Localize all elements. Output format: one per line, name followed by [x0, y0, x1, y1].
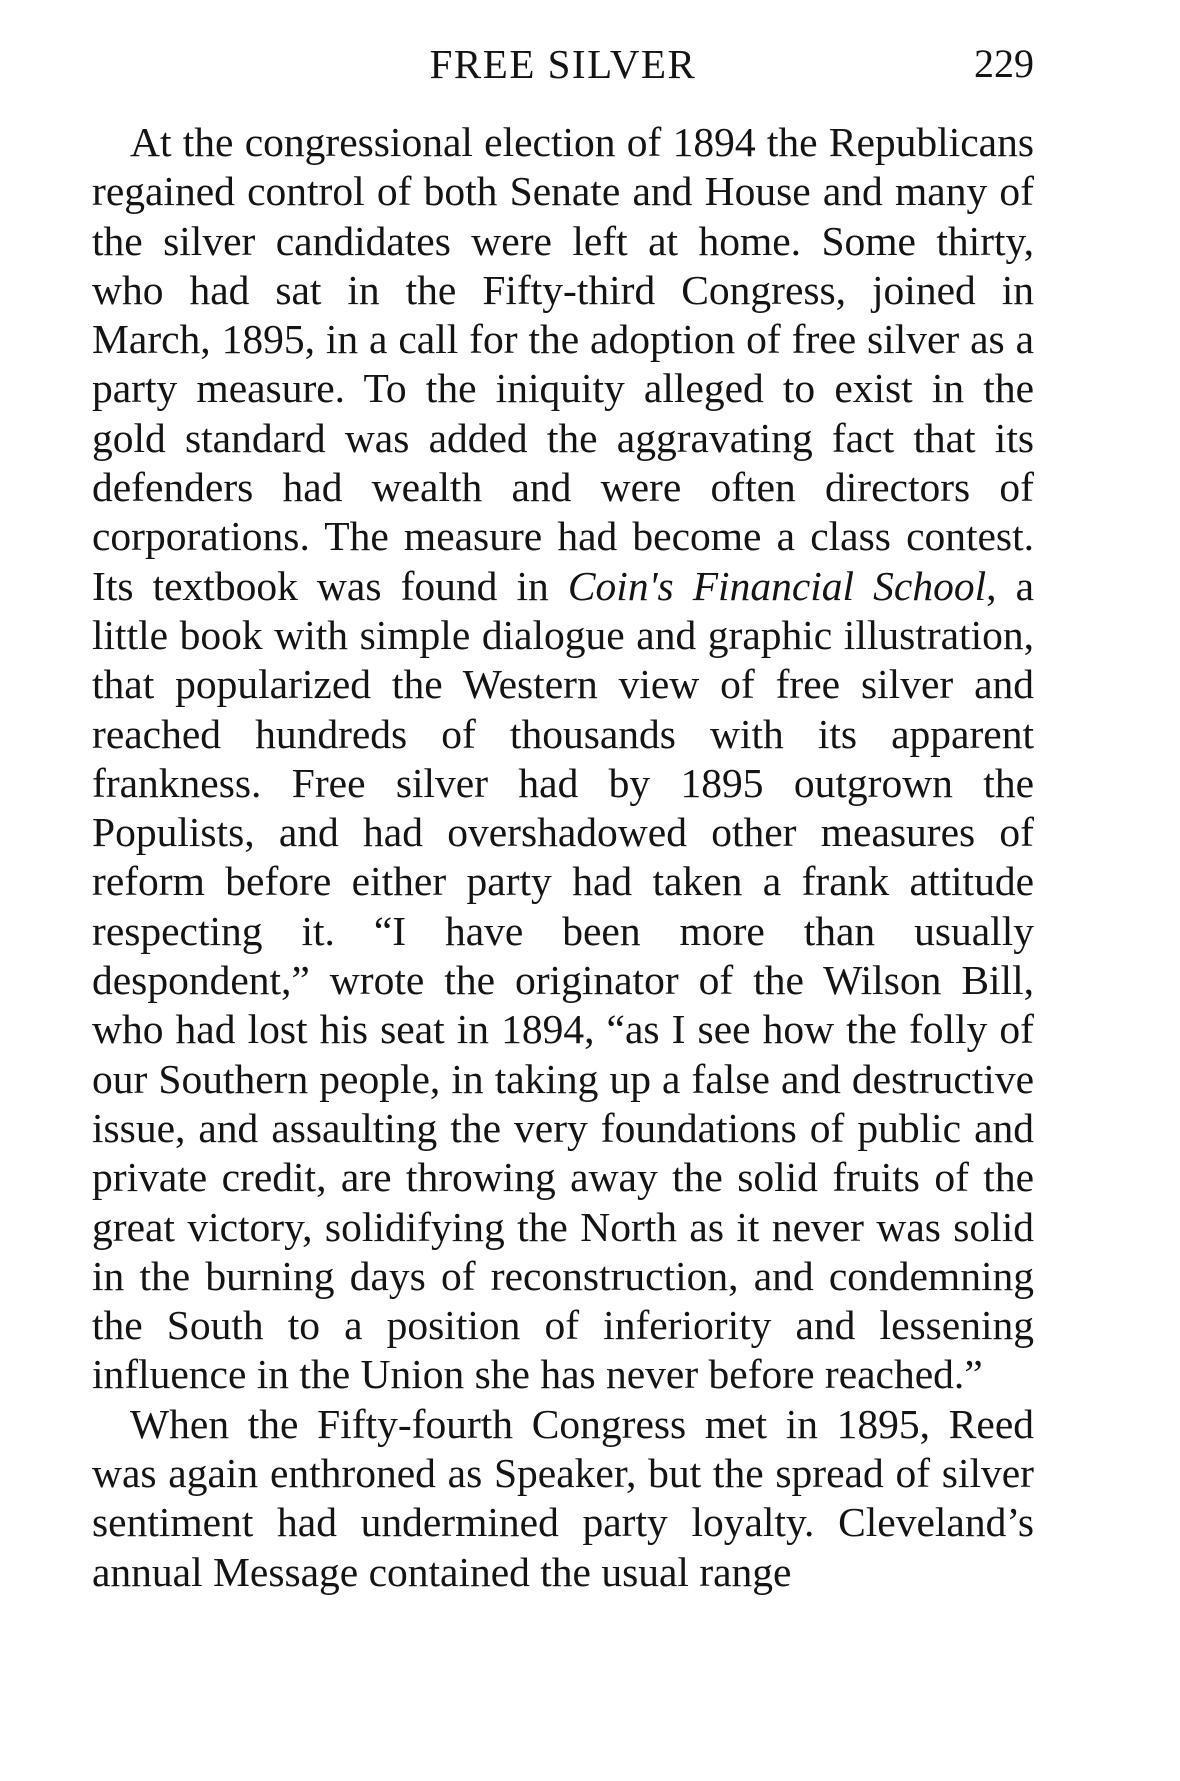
running-title: FREE SILVER [429, 41, 697, 87]
page-number: 229 [974, 41, 1034, 86]
paragraph-fifty-fourth-congress: When the Fifty-fourth Congress met in 1895, Reed was again enthroned as Speaker, but the spread of silver sentiment had undermined party loyalty. Cleveland’s annual Message contained the usual range [92, 1400, 1034, 1595]
paragraph-text: At the congressional election of 1894 the Republicans regained control of both Senate and House and many of the silver candidates were left at home. Some thirty, who had sat in the Fifty-third Congress, joined in March, 1895, in a call for the adoption of free silver as a party measure. To the iniquity alleged to exist in the gold standard was added the aggravating fact that its defenders had wealth and were often directors of corporations. The measure had become a class contest. Its textbook was found in [92, 119, 1034, 609]
paragraph-free-silver-election [92, 118, 1034, 1400]
paragraph-text: , a little book with simple dialogue and graphic illustration, that popularized the Western view of free silver and reached hundreds of thousands with its apparent frankness. Free silver had by 1895 outgrown the Populists, and had overshadowed other measures of reform before either party had taken a frank attitude respecting it. “I have been more than usually despondent,” wrote the originator of the Wilson Bill, who had lost his seat in 1894, “as I see how the folly of our Southern people, in taking up a false and destructive issue, and assaulting the very foundations of public and private credit, are throwing away the solid fruits of the great victory, solidifying the North as it never was solid in the burning days of reconstruction, and condemning the South to a position of inferiority and lessening influence in the Union she has never before reached.” [92, 562, 1035, 1398]
book-title: Coin's Financial School [567, 562, 987, 609]
body-text [92, 118, 1034, 1597]
running-head [92, 40, 1034, 100]
